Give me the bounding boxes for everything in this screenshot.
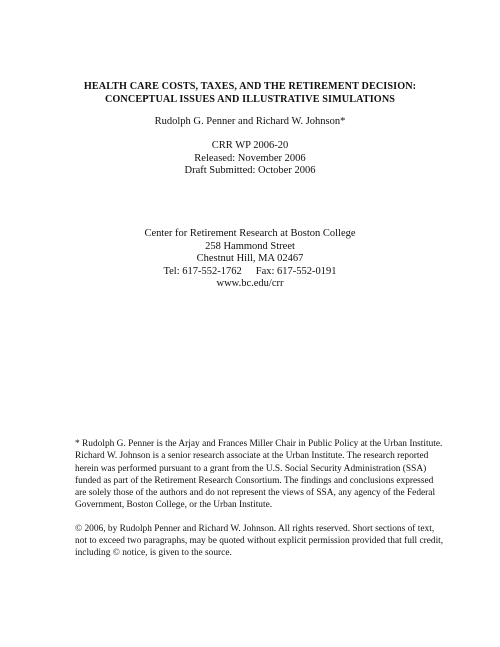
contact-numbers — [0, 266, 500, 279]
footnote-line: * Rudolph G. Penner is the Arjay and Frances Miller Chair in Public Policy at the Urban Institute. — [75, 439, 443, 449]
street-address: 258 Hammond Street — [205, 240, 295, 252]
draft-submitted-date: Draft Submitted: October 2006 — [184, 165, 316, 176]
footnote-line: Government, Boston College, or the Urban Institute. — [75, 500, 273, 511]
paper-title — [0, 80, 500, 106]
fax: Fax: 617-552-0191 — [255, 265, 337, 277]
copyright-notice — [75, 523, 444, 560]
institution-address — [0, 228, 500, 291]
authors: Rudolph G. Penner and Richard W. Johnson* — [154, 116, 346, 127]
footnotes — [75, 438, 444, 571]
footnote-line: herein was performed pursuant to a grant from the U.S. Social Security Administration (SSA) — [75, 463, 427, 474]
title-line-1: HEALTH CARE COSTS, TAXES, AND THE RETIREMENT DECISION: — [83, 81, 417, 92]
telephone: Tel: 617-552-1762 — [163, 265, 242, 277]
author-footnote — [75, 438, 443, 512]
title-line-2: CONCEPTUAL ISSUES AND ILLUSTRATIVE SIMULATIONS — [104, 94, 396, 105]
release-date: Released: November 2006 — [194, 152, 306, 164]
copyright-line: including © notice, is given to the source. — [75, 548, 232, 559]
footnote-line: Richard W. Johnson is a senior research associate at the Urban Institute. The research reported — [75, 451, 429, 462]
copyright-line: © 2006, by Rudolph Penner and Richard W. Johnson. All rights reserved. Short sections of text, — [75, 523, 435, 534]
copyright-line: not to exceed two paragraphs, may be quoted without explicit permission provided that full credit, — [75, 536, 444, 547]
city-state-zip: Chestnut Hill, MA 02467 — [196, 253, 304, 264]
footnote-line: are solely those of the authors and do not represent the views of SSA, any agency of the Federal — [75, 488, 436, 499]
institution-name: Center for Retirement Research at Boston College — [144, 228, 356, 239]
website-link[interactable]: www.bc.edu/crr — [216, 278, 284, 289]
footnote-line: funded as part of the Retirement Research Consortium. The findings and conclusions expressed — [75, 475, 434, 486]
working-paper-number: CRR WP 2006-20 — [211, 140, 289, 151]
paper-meta — [0, 140, 500, 178]
